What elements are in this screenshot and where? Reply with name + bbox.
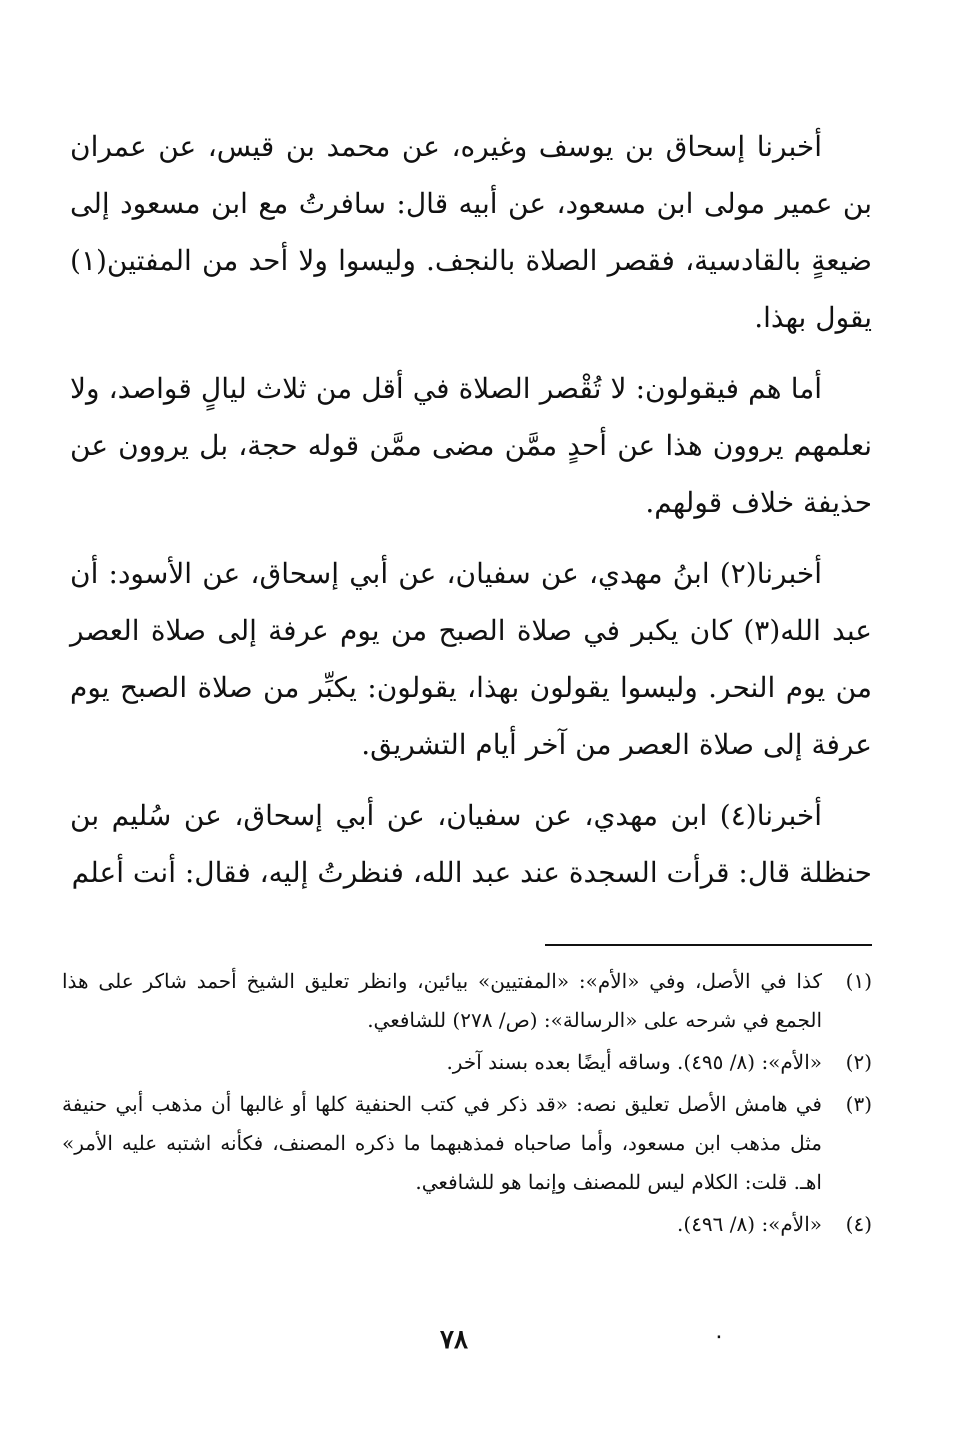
page-dot-mark: ٠ bbox=[713, 1324, 725, 1349]
paragraph-4: أخبرنا(٤) ابن مهدي، عن سفيان، عن أبي إسحاق، عن سُليم بن حنظلة قال: قرأت السجدة عند عبد الله، فنظرتُ إليه، فقال: أنت أعلم bbox=[70, 799, 872, 889]
footnote-text: «الأم»: (٨/ ٤٩٦). bbox=[677, 1212, 822, 1236]
footnotes-section bbox=[62, 962, 872, 1247]
footnote-text: في هامش الأصل تعليق نصه: «قد ذكر في كتب الحنفية كلها أو غالبها أن مذهب أبي حنيفة مثل مذهب ابن مسعود، وأما صاحباه فمذهبهما ما ذكره المصنف، فكأنه اشتبه عليه الأمر» اهـ. قلت: الكلام ليس للمصنف وإنما هو للشافعي. bbox=[62, 1092, 822, 1194]
paragraph-2: أما هم فيقولون: لا تُقْصر الصلاة في أقل من ثلاث ليالٍ قواصد، ولا نعلمهم يروون هذا عن أحدٍ ممَّن مضى ممَّن قوله حجة، بل يروون عن حذيفة خلاف قولهم. bbox=[70, 372, 872, 519]
footnote-1 bbox=[62, 962, 872, 1040]
paragraph-3: أخبرنا(٢) ابنُ مهدي، عن سفيان، عن أبي إسحاق، عن الأسود: أن عبد الله(٣) كان يكبر في صلاة الصبح من يوم عرفة إلى صلاة العصر من يوم النحر. وليسوا يقولون بهذا، يقولون: يكبِّر من صلاة الصبح يوم عرفة إلى صلاة العصر من آخر أيام التشريق. bbox=[70, 557, 872, 761]
paragraph-1: أخبرنا إسحاق بن يوسف وغيره، عن محمد بن قيس، عن عمران بن عمير مولى ابن مسعود، عن أبيه قال: سافرتُ مع ابن مسعود إلى ضيعةٍ بالقادسية، فقصر الصلاة بالنجف. وليسوا ولا أحد من المفتين(١) يقول بهذا. bbox=[70, 130, 872, 334]
footnote-separator bbox=[545, 944, 872, 946]
main-text-body bbox=[70, 118, 872, 915]
footnote-number: (١) bbox=[845, 969, 872, 993]
footnote-number: (٣) bbox=[845, 1092, 872, 1116]
page-number: ٧٨ bbox=[440, 1325, 468, 1355]
footnote-3 bbox=[62, 1085, 872, 1202]
footnote-text: كذا في الأصل، وفي «الأم»: «المفتيين» بيائين، وانظر تعليق الشيخ أحمد شاكر على هذا الجمع في شرحه على «الرسالة»: (ص/ ٢٧٨) للشافعي. bbox=[62, 969, 822, 1032]
footnote-number: (٤) bbox=[845, 1212, 872, 1236]
footnote-4 bbox=[62, 1205, 872, 1244]
footnote-2 bbox=[62, 1043, 872, 1082]
footnote-number: (٢) bbox=[845, 1050, 872, 1074]
footnote-text: «الأم»: (٨/ ٤٩٥). وساقه أيضًا بعده بسند آخر. bbox=[446, 1050, 822, 1074]
